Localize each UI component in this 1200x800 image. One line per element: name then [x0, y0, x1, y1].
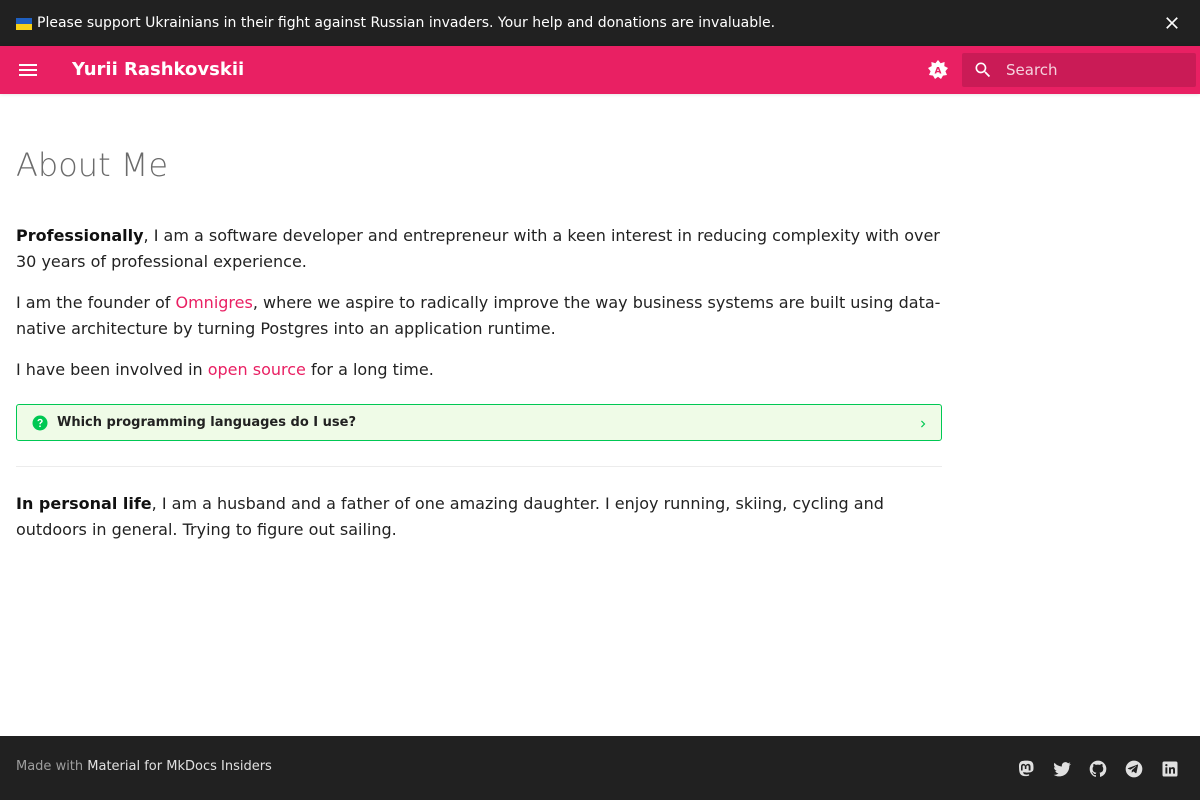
- search-icon: [973, 60, 993, 80]
- github-icon[interactable]: [1088, 759, 1108, 779]
- ukraine-flag-icon: [16, 18, 32, 30]
- question-icon: [31, 414, 49, 432]
- made-with-text: Made with Material for MkDocs Insiders: [16, 759, 272, 774]
- theme-toggle-icon[interactable]: [926, 58, 950, 82]
- material-mkdocs-link[interactable]: Material for MkDocs Insiders: [87, 759, 272, 774]
- site-footer: [0, 736, 1200, 800]
- svg-text:A: A: [934, 66, 942, 77]
- telegram-icon[interactable]: [1124, 759, 1144, 779]
- paragraph-open-source: I have been involved in open source for a long time.: [16, 360, 434, 379]
- details-label: Which programming languages do I use?: [57, 415, 356, 430]
- site-title[interactable]: Yurii Rashkovskii: [72, 59, 245, 80]
- search-box[interactable]: [962, 53, 1196, 87]
- languages-details-toggle[interactable]: [16, 404, 942, 441]
- search-input[interactable]: [1006, 53, 1192, 87]
- paragraph-founder: I am the founder of Omnigres, where we aspire to radically improve the way business systems are built using data-native architecture by turning Postgres into an application runtime.: [16, 293, 941, 338]
- twitter-icon[interactable]: [1052, 759, 1072, 779]
- divider: [16, 466, 942, 467]
- social-links: [1016, 759, 1180, 779]
- open-source-link[interactable]: open source: [207, 360, 306, 379]
- bold-professionally: Professionally: [16, 226, 144, 245]
- omnigres-link[interactable]: Omnigres: [175, 293, 253, 312]
- page-title: About Me: [16, 146, 169, 184]
- main-content: [16, 94, 942, 543]
- announcement-text: Please support Ukrainians in their fight against Russian invaders. Your help and donations are invaluable.: [37, 15, 776, 31]
- paragraph-personal: In personal life, I am a husband and a father of one amazing daughter. I enjoy running, skiing, cycling and outdoors in general. Trying to figure out sailing.: [16, 494, 884, 539]
- paragraph-professional: Professionally, I am a software developer and entrepreneur with a keen interest in reducing complexity with over 30 years of professional experience.: [16, 226, 940, 271]
- mastodon-icon[interactable]: [1016, 759, 1036, 779]
- site-header: [0, 46, 1200, 94]
- menu-icon[interactable]: [16, 58, 40, 82]
- bold-personal-life: In personal life: [16, 494, 152, 513]
- linkedin-icon[interactable]: [1160, 759, 1180, 779]
- announcement-bar: [0, 0, 1200, 46]
- chevron-right-icon: [916, 416, 930, 430]
- close-icon[interactable]: [1162, 13, 1182, 33]
